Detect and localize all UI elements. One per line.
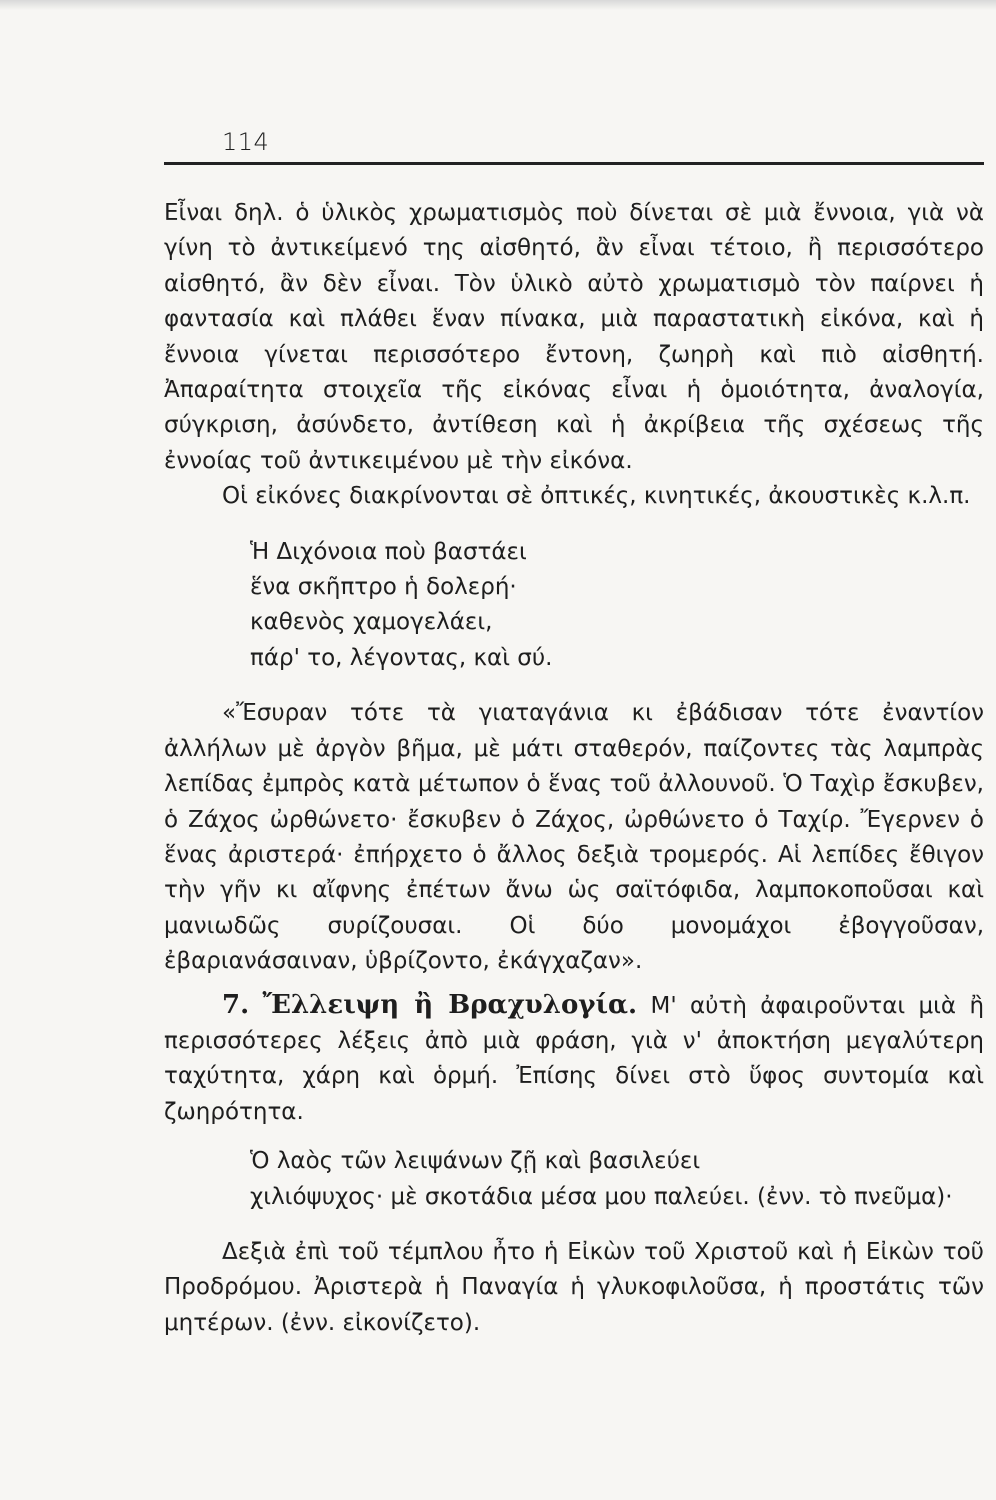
verse-block-2 — [164, 1144, 984, 1215]
verse-line: ἕνα σκῆπτρο ἡ δολερή· — [250, 574, 517, 601]
section-number: 7. — [222, 989, 250, 1020]
section-heading: Ἔλλειψη ἢ Βραχυλογία. — [262, 989, 638, 1020]
spacer — [164, 1130, 984, 1144]
page-top-edge — [0, 0, 996, 10]
verse-line: καθενὸς χαμογελάει, — [250, 609, 493, 636]
image-types-line: Οἱ εἰκόνες διακρίνονται σὲ ὀπτικές, κινητικές, ἀκουστικὲς κ.λ.π. — [222, 483, 971, 510]
section-text: Μ' αὐτὴ ἀφαιροῦνται μιὰ ἢ περισσότερες λέξεις ἀπὸ μιὰ φράση, γιὰ ν' ἀποκτήση μεγαλύτερη ταχύτητα, χάρη καὶ ὁρμή. Ἐπίσης δίνει στὸ ὕφος συντομία καὶ ζωηρότητα. — [164, 992, 985, 1125]
spacer — [164, 1215, 984, 1235]
page-number: 114 — [222, 128, 270, 156]
spacer — [164, 980, 984, 988]
quote-paragraph: «Ἔσυραν τότε τὰ γιαταγάνια κι ἐβάδισαν τότε ἐναντίον ἀλλήλων μὲ ἀργὸν βῆμα, μὲ μάτι σταθερόν, παίζοντες τὰς λαμπρὰς λεπίδας ἐμπρὸς κατὰ μέτωπον ὁ ἕνας τοῦ ἀλλουνοῦ. Ὁ Ταχὶρ ἔσκυβεν, ὁ Ζάχος ὠρθώνετο· ἔσκυβεν ὁ Ζάχος, ὠρθώνετο ὁ Ταχίρ. Ἔγερνεν ὁ ἕνας ἀριστερά· ἐπήρχετο ὁ ἄλλος δεξιὰ τρομερός. Αἱ λεπίδες ἔθιγον τὴν γῆν κι αἴφνης ἐπέτων ἄνω ὡς σαϊτόφιδα, λαμποκοποῦσαι καὶ μανιωδῶς συρίζουσαι. Οἱ δύο μονομάχοι ἐβογγοῦσαν, ἐβαριανάσαιναν, ὑβρίζοντο, ἐκάγχαζαν». — [164, 700, 984, 975]
final-paragraph: Δεξιὰ ἐπὶ τοῦ τέμπλου ἦτο ἡ Εἰκὼν τοῦ Χριστοῦ καὶ ἡ Εἰκὼν τοῦ Προδρόμου. Ἀριστερὰ ἡ Παναγία ἡ γλυκοφιλοῦσα, ἡ προστάτις τῶν μητέρων. (ἐνν. εἰκονίζετο). — [164, 1238, 984, 1336]
verse-line: πάρ' το, λέγοντας, καὶ σύ. — [250, 644, 553, 671]
spacer — [164, 515, 984, 535]
verse-line: χιλιόψυχος· μὲ σκοτάδια μέσα μου παλεύει. (ἐνν. τὸ πνεῦμα)· — [250, 1183, 953, 1210]
intro-paragraph: Εἶναι δηλ. ὁ ὑλικὸς χρωματισμὸς ποὺ δίνεται σὲ μιὰ ἔννοια, γιὰ νὰ γίνη τὸ ἀντικείμενό της αἰσθητό, ἂν εἶναι τέτοιο, ἢ περισσότερο αἰσθητό, ἂν δὲν εἶναι. Τὸν ὑλικὸ αὐτὸ χρωματισμὸ τὸν παίρνει ἡ φαντασία καὶ πλάθει ἕναν πίνακα, μιὰ παραστατικὴ εἰκόνα, καὶ ἡ ἔννοια γίνεται περισσότερο ἔντονη, ζωηρὴ καὶ πιὸ αἰσθητή. Ἀπαραίτητα στοιχεῖα τῆς εἰκόνας εἶναι ἡ ὁμοιότητα, ἀναλογία, σύγκριση, ἀσύνδετο, ἀντίθεση καὶ ἡ ἀκρίβεια τῆς σχέσεως τῆς ἐννοίας τοῦ ἀντικειμένου μὲ τὴν εἰκόνα. — [164, 200, 984, 474]
verse-block-1 — [164, 535, 984, 677]
verse-line: Ἡ Διχόνοια ποὺ βαστάει — [250, 538, 527, 565]
section-7-paragraph — [164, 988, 984, 1131]
page-body — [164, 196, 984, 1341]
header-rule — [164, 162, 984, 165]
spacer — [164, 676, 984, 696]
verse-line: Ὁ λαὸς τῶν λειψάνων ζῇ καὶ βασιλεύει — [250, 1148, 701, 1175]
